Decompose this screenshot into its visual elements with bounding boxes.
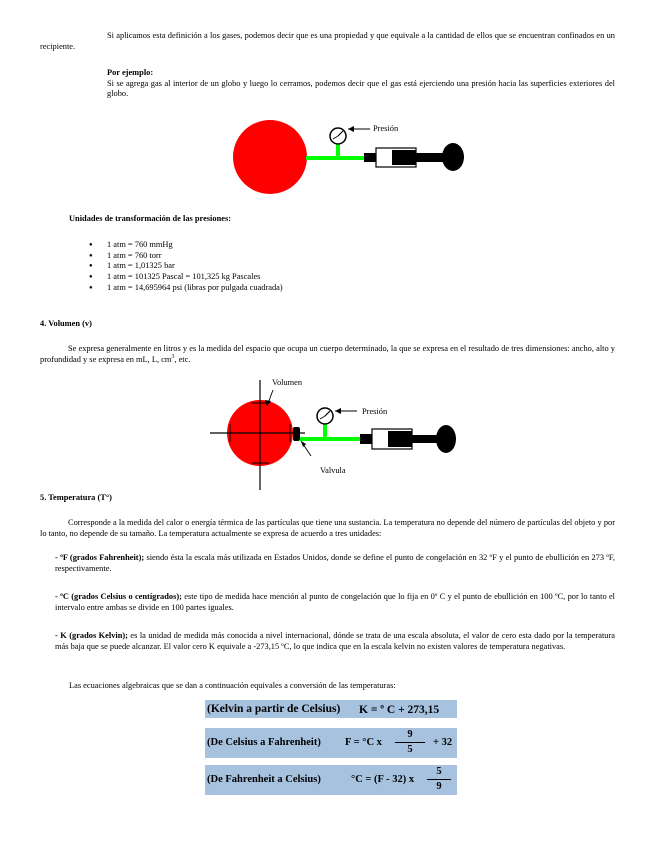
valve-icon (293, 427, 300, 441)
example-heading: Por ejemplo: (107, 68, 154, 77)
equations-intro: Las ecuaciones algebraicas que se dan a continuación equivales a conversión de las temperaturas: (69, 681, 396, 690)
formula-kelvin-from-celsius (205, 700, 457, 718)
intro-text: Si aplicamos esta definición a los gases, podemos decir que es una propiedad y que equivale a la cantidad de ellos que se encuentran confinados en un recipiente. (40, 31, 615, 51)
pressure-gauge-icon (330, 128, 346, 144)
volume-heading: 4. Volumen (v) (40, 319, 92, 328)
volume-paragraph (40, 344, 615, 365)
pressure-gauge-icon (317, 408, 333, 424)
figure2-valve-label: Valvula (320, 466, 346, 475)
volume-superscript: 3 (171, 353, 175, 360)
kelvin-term: - K (grados Kelvin); (55, 631, 128, 640)
formula2-denominator: 5 (407, 744, 413, 755)
fahrenheit-term: - ºF (grados Fahrenheit); (55, 553, 145, 562)
formula1-label: (Kelvin a partir de Celsius) (207, 703, 341, 715)
formula2-label: (De Celsius a Fahrenheit) (207, 737, 321, 748)
list-item: ● 1 atm = 101325 Pascal = 101,325 kg Pascales (107, 272, 283, 283)
fahrenheit-text: siendo ésta la escala más utilizada en Estados Unidos, donde se define el punto de congelación en 32 ºF y el punto de ebullición en 273 ºF, respectivamente. (55, 553, 615, 573)
celsius-text: este tipo de medida hace mención al punto de congelación que lo fija en 0º C y el punto de ebullición en 100 ºC, por lo tanto el intervalo entre ambas se divide en 100 partes iguales. (55, 592, 615, 612)
formula-celsius-to-fahrenheit (205, 728, 457, 758)
formula2-lhs: F = °C x (345, 737, 382, 748)
figure1-pressure-label: Presión (373, 124, 399, 133)
balloon-shape (233, 120, 307, 194)
units-list (107, 240, 283, 293)
list-item: ● 1 atm = 14,695964 psi (libras por pulgada cuadrada) (107, 283, 283, 294)
formula1-expression: K = º C + 273,15 (359, 704, 440, 716)
kelvin-paragraph (55, 631, 615, 652)
gauge-stem (323, 423, 327, 438)
temperature-intro: Corresponde a la medida del calor o energía térmica de las partículas que tiene una sustancia. La temperatura no depende del número de partículas del objeto y por lo tanto, no depende de su tamaño. La temperatura actualmente se expresa de acuerdo a tres unidades: (40, 518, 615, 538)
syringe-icon (364, 143, 464, 171)
celsius-term: - ºC (grados Celsius o centígrados); (55, 592, 182, 601)
syringe-icon (360, 425, 456, 453)
formula3-numerator: 5 (436, 766, 442, 777)
figure2-volume-label: Volumen (272, 378, 303, 387)
formula3-denominator: 9 (436, 781, 442, 792)
example-block (107, 68, 615, 100)
intro-paragraph (40, 31, 615, 52)
volume-figure (205, 378, 465, 496)
celsius-paragraph (55, 592, 615, 613)
balloon-syringe-figure (220, 112, 480, 196)
formula-fahrenheit-to-celsius (205, 765, 457, 795)
fahrenheit-paragraph (55, 553, 615, 574)
formula3-label: (De Fahrenheit a Celsius) (207, 774, 321, 785)
volume-text-b: , etc. (174, 354, 191, 364)
example-text: Si se agrega gas al interior de un globo y luego lo cerramos, podemos decir que el gas está ejerciendo una presión hacia las superficies exteriores del globo. (107, 78, 615, 99)
kelvin-text: es la unidad de medida más conocida a nivel internacional, dónde se trata de una escala absoluta, el valor de cero esta dado por la temperatura más baja que se puede alcanzar. El valor cero K equivale a -273,15 ºC, lo que indica que en la escala kelvin no existen valores de temperatura negativas. (55, 631, 615, 651)
formula2-numerator: 9 (407, 729, 413, 740)
green-tube (300, 437, 362, 441)
formula3-expression: °C = (F - 32) x (351, 774, 415, 785)
temperature-heading: 5. Temperatura (T°) (40, 493, 112, 502)
gauge-stem (336, 144, 340, 158)
formula2-tail: + 32 (433, 737, 453, 748)
units-heading: Unidades de transformación de las presiones: (69, 214, 231, 223)
figure2-pressure-label: Presión (362, 407, 388, 416)
list-item: ● 1 atm = 760 torr (107, 251, 283, 262)
volume-text-a: Se expresa generalmente en litros y es la medida del espacio que ocupa un cuerpo determinado, la que se expresa en el resultado de tres dimensiones: ancho, alto y profundidad y se expresa en mL, L, cm (40, 344, 615, 364)
list-item: ● 1 atm = 1,01325 bar (107, 261, 283, 272)
green-tube (306, 156, 364, 160)
list-item: ● 1 atm = 760 mmHg (107, 240, 283, 251)
